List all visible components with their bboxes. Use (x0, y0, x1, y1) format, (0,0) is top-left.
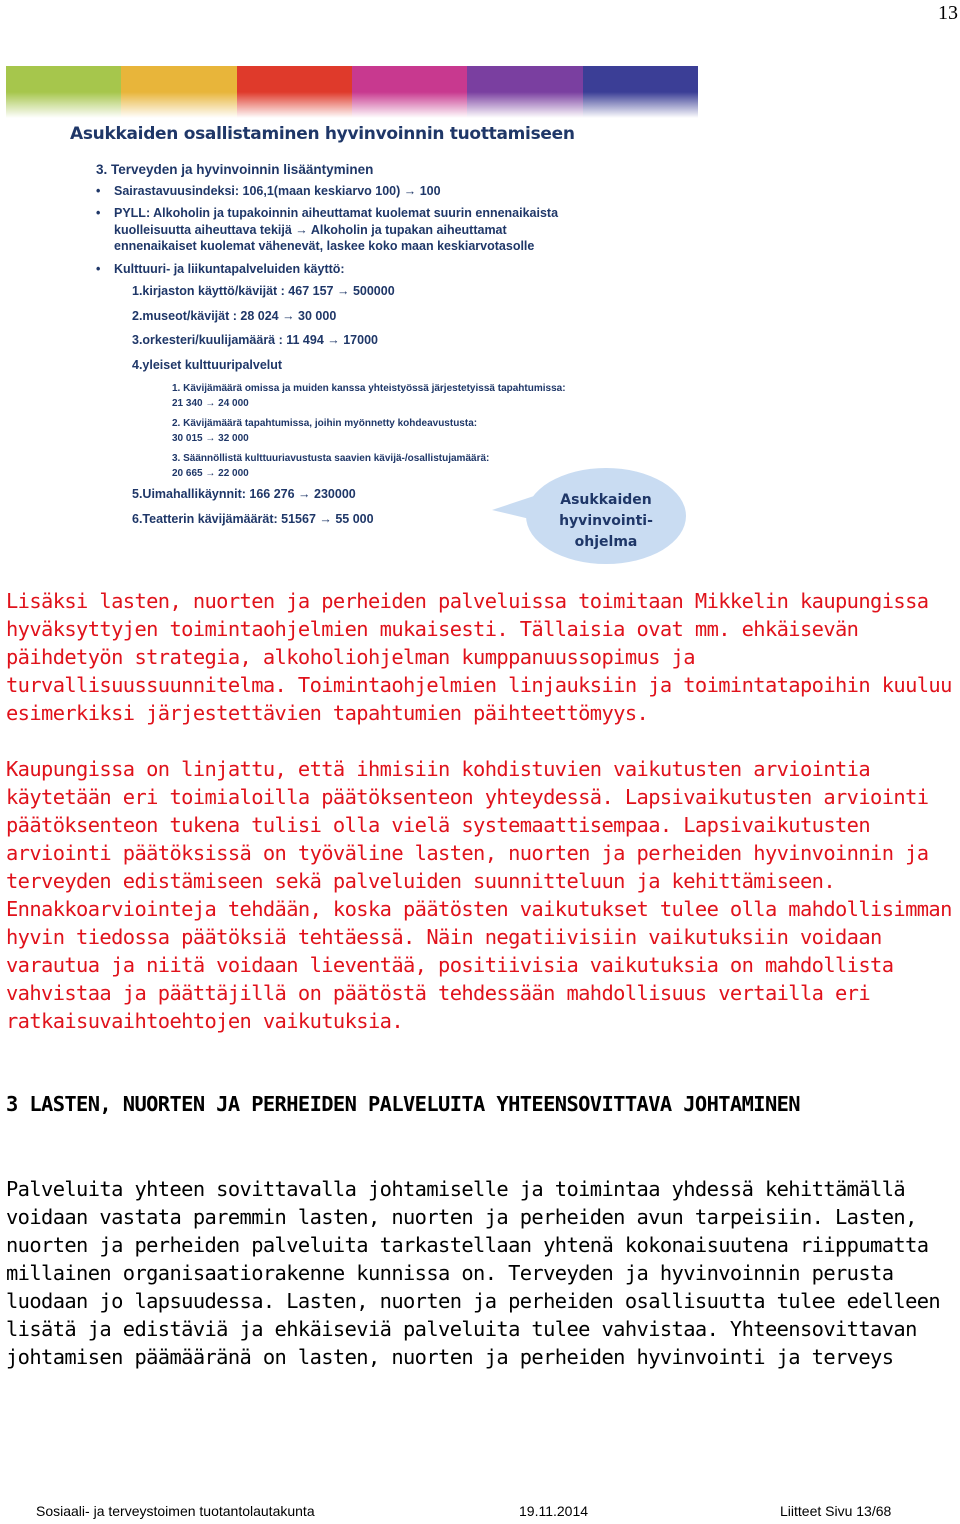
slide-sub-item: 3. Säännöllistä kulttuuriavustusta saavien kävijä-/osallistujamäärä: 20 665 → 22 000 (172, 453, 490, 479)
bar-segment-1 (6, 66, 121, 118)
paragraph-programs: Lisäksi lasten, nuorten ja perheiden palveluissa toimitaan Mikkelin kaupungissa hyväksyttyjen toimintaohjelmien mukaisesti. Tällaisia ovat mm. ehkäisevän päihdetyön strategia, alkoholiohjelman kumppanuussopimus ja turvallisuussuunnitelma. Toimintaohjelmien linjauksiin ja toimintatapoihin kuuluu esimerkiksi järjestettävien tapahtumien päihteettömyys. (6, 589, 952, 725)
footer-committee: Sosiaali- ja terveystoimen tuotantolautakunta (36, 1503, 315, 1519)
bar-segment-6 (583, 66, 698, 118)
bar-segment-4 (352, 66, 467, 118)
bar-segment-3 (237, 66, 352, 118)
footer-date: 19.11.2014 (519, 1503, 589, 1519)
slide-bullet (96, 205, 604, 255)
footer-page-ref: Liitteet Sivu 13/68 (780, 1503, 892, 1519)
slide-bullet (96, 261, 604, 278)
slide-title: Asukkaiden osallistaminen hyvinvoinnin tuottamiseen (70, 124, 575, 144)
paragraph-impact-assessment: Kaupungissa on linjattu, että ihmisiin kohdistuvien vaikutusten arviointia käytetään eri toimialoilla päätöksenteon yhteydessä. Lapsivaikutusten arviointi päätöksenteon tukena tulisi olla vielä systemaattisempaa. Lapsivaikutusten arviointi päätöksissä on työväline lasten, nuorten ja perheiden hyvinvoinnin ja terveyden edistämiseen sekä palveluiden suunnitteluun ja kehittämiseen. Ennakkoarviointeja tehdään, koska päätösten vaikutukset tulee olla mahdollisimman hyvin tiedossa päätöksiä tehtäessä. Näin negatiivisiin vaikutuksiin voidaan varautua ja niitä voidaan lieventää, positiivisia vaikutuksia on mahdollista vahvistaa ja päättäjillä on päätöstä tehdessään mahdollisuus vertailla eri ratkaisuvaihtoehtojen vaikutuksia. (6, 757, 952, 1033)
slide-color-bar (6, 66, 698, 118)
page-number: 13 (938, 2, 958, 24)
paragraph-management: Palveluita yhteen sovittavalla johtamiselle ja toimintaa yhdessä kehittämällä voidaan vastata paremmin lasten, nuorten ja perheiden avun tarpeisiin. Lasten, nuorten ja perheiden palveluita tarkastellaan yhtenä kokonaisuutena riippumatta millainen organisaatiorakenne kunnissa on. Terveyden ja hyvinvoinnin perusta luodaan jo lapsuudessa. Lasten, nuorten ja perheiden osallisuutta tulee edelleen lisätä ja edistäviä ja ehkäiseviä palveluita tulee vahvistaa. Yhteensovittavan johtamisen päämääränä on lasten, nuorten ja perheiden hyvinvointi ja terveys (6, 1177, 941, 1369)
bar-segment-2 (121, 66, 236, 118)
slide-numbered-item: 2.museot/kävijät : 28 024 → 30 000 (132, 308, 337, 323)
slide-bullet-text: • PYLL: Alkoholin ja tupakoinnin aiheuttamat kuolemat suurin ennenaikaista kuolleisuutta aiheuttava tekijä → Alkoholin ja tupakan aiheuttamat ennenaikaiset kuolemat vähenevät, laskee koko maan keskiarvotasolle (114, 206, 559, 253)
slide-numbered-item: 5.Uimahallikäynnit: 166 276 → 230000 (132, 487, 356, 501)
slide-bullet-text: • Sairastavuusindeksi: 106,1(maan keskiarvo 100) → 100 (114, 183, 441, 198)
slide-bullet-text: • Kulttuuri- ja liikuntapalveluiden käyttö: (114, 261, 345, 276)
section-heading: 3 LASTEN, NUORTEN JA PERHEIDEN PALVELUITA YHTEENSOVITTAVA JOHTAMINEN (6, 1092, 800, 1116)
slide-numbered-item: 3.orkesteri/kuulijamäärä : 11 494 → 17000 (132, 333, 378, 347)
slide-sub-item: 2. Kävijämäärä tapahtumissa, joihin myönnetty kohdeavustusta: 30 015 → 32 000 (172, 418, 478, 444)
slide-numbered-item: 4.yleiset kulttuuripalvelut (132, 357, 283, 372)
slide-numbered-item: 6.Teatterin kävijämäärät: 51567 → 55 000 (132, 511, 374, 526)
bar-segment-5 (467, 66, 582, 118)
slide-sub-item: 1. Kävijämäärä omissa ja muiden kanssa yhteistyössä järjestetyissä tapahtumissa: 21 340 → 24 000 (172, 383, 566, 409)
slide-body (96, 162, 604, 535)
slide-heading: 3. Terveyden ja hyvinvoinnin lisääntyminen (96, 162, 374, 177)
slide-image (6, 66, 698, 576)
slide-bullet (96, 183, 604, 200)
slide-numbered-item: 1.kirjaston käyttö/kävijät : 467 157 → 500000 (132, 284, 395, 298)
speech-bubble-text: Asukkaiden hyvinvointi- ohjelma (559, 492, 653, 550)
